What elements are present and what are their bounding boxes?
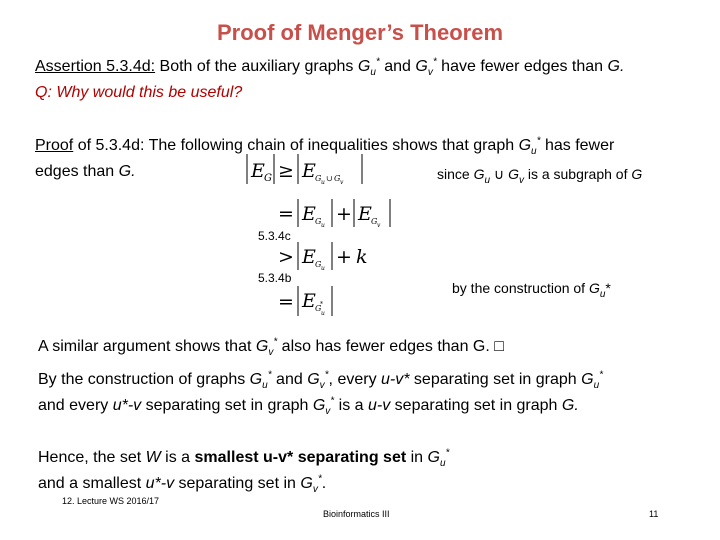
svg-text:k: k: [356, 246, 368, 268]
svg-text:u: u: [321, 179, 325, 186]
svg-text:G: G: [371, 217, 378, 226]
svg-text:G: G: [315, 174, 322, 183]
graph-gu-star: $G_u^*$: [357, 56, 380, 79]
hence-line-1: Hence, the set W is a smallest u-v* separating set in $G_u^*$: [38, 447, 450, 470]
eq-sign: =: [278, 203, 294, 225]
svg-text:G: G: [264, 173, 272, 184]
assertion-line: Assertion 5.3.4d: Both of the auxiliary graphs $G_u^*$ and $G_v^*$ have fewer edges than G.: [35, 56, 625, 79]
proof-line-2: edges than G.: [35, 163, 136, 180]
svg-text:*: *: [320, 301, 323, 308]
svg-text:u: u: [321, 222, 325, 229]
svg-text:=: =: [278, 291, 294, 313]
svg-text:u: u: [321, 265, 325, 272]
construction-line-2: and every u*-v separating set in graph $G_v^*$ is a u-v separating set in graph G.: [38, 395, 579, 418]
svg-text:E: E: [358, 203, 372, 225]
svg-text:E: E: [302, 160, 316, 182]
inequality-row-1: [247, 154, 362, 186]
construction-line-1: By the construction of graphs $G_u^*$ and $G_v^*$, every u-v* separating set in graph $G_u^*$: [38, 369, 604, 392]
svg-text:u: u: [321, 310, 325, 317]
gt-sign: >: [278, 246, 294, 268]
tag-5-3-4c: 5.3.4c: [258, 229, 291, 243]
proof-line-1: Proof of 5.3.4d: The following chain of inequalities shows that graph $G_u^*$ has fewer: [35, 135, 615, 158]
svg-text:G: G: [315, 260, 322, 269]
tag-5-3-4b: 5.3.4b: [258, 271, 292, 285]
svg-text:v: v: [340, 179, 344, 186]
assertion-label: Assertion 5.3.4d:: [35, 58, 156, 75]
page-title: Proof of Menger’s Theorem: [216, 20, 504, 45]
svg-text:+: +: [336, 246, 352, 268]
svg-text:E: E: [302, 246, 316, 268]
page-number: 11: [649, 509, 659, 519]
footer-center: Bioinformatics III: [323, 509, 390, 519]
similar-argument-line: A similar argument shows that $G_v^*$ also has fewer edges than G. □: [38, 336, 504, 359]
svg-text:G: G: [315, 217, 322, 226]
svg-text:E: E: [302, 290, 316, 312]
proof-label: Proof: [35, 137, 74, 154]
inequality-row-2: [278, 199, 390, 229]
svg-text:E: E: [251, 160, 265, 182]
hence-line-2: and a smallest u*-v separating set in $G_v^*$.: [38, 473, 327, 496]
note-construction: by the construction of $G_u*$: [452, 280, 611, 300]
smallest-separating-set: smallest u-v* separating set: [194, 449, 407, 466]
inequality-row-3: [278, 242, 368, 272]
svg-text:v: v: [377, 222, 381, 229]
inequality-row-4: [278, 286, 332, 317]
svg-text:G: G: [315, 304, 322, 313]
svg-text:G: G: [334, 174, 341, 183]
svg-text:+: +: [336, 203, 352, 225]
note-subgraph: since $G_u$ ∪ $G_v$ is a subgraph of G: [437, 166, 643, 186]
svg-text:E: E: [302, 203, 316, 225]
ge-sign: ≥: [278, 160, 294, 182]
graph-gv-star: $G_v^*$: [415, 56, 437, 79]
svg-text:∪: ∪: [326, 174, 333, 183]
question-line: Q: Why would this be useful?: [35, 84, 243, 101]
footer-left: 12. Lecture WS 2016/17: [62, 496, 160, 506]
